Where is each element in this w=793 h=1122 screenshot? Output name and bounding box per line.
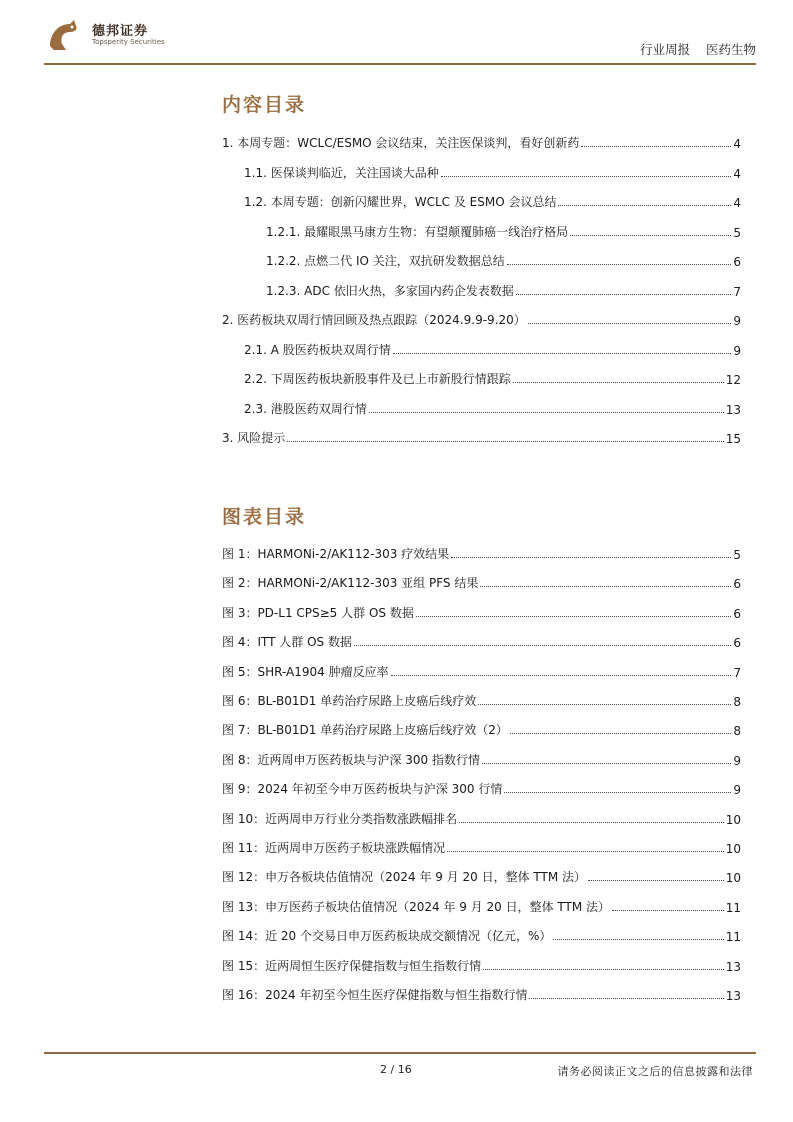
toc-entry-label: 1.2.1. 最耀眼黑马康方生物：有望颠覆肺癌一线治疗格局 <box>266 224 569 239</box>
figure-entry-page: 10 <box>725 871 741 886</box>
dot-leader <box>507 264 732 265</box>
figure-entry-page: 9 <box>733 753 741 768</box>
dot-leader <box>482 763 731 764</box>
figure-entry[interactable] <box>222 691 741 709</box>
toc-entry-page: 9 <box>733 314 741 328</box>
figure-entry-label: 图 3：PD-L1 CPS≥5 人群 OS 数据 <box>222 605 414 620</box>
figure-entry-page: 10 <box>725 842 741 856</box>
dot-leader <box>558 205 731 206</box>
toc-entry[interactable] <box>222 310 741 328</box>
logo-emblem-icon <box>44 16 82 54</box>
dot-leader <box>480 586 731 587</box>
figure-entry[interactable] <box>222 956 741 974</box>
toc-entry-label: 1.2.3. ADC 依旧火热，多家国内药企发表数据 <box>266 283 514 298</box>
figure-entry-label: 图 12：申万各板块估值情况（2024 年 9 月 20 日，整体 TTM 法） <box>222 870 587 885</box>
figure-entry[interactable] <box>222 809 741 827</box>
figure-entry-page: 5 <box>733 548 741 562</box>
logo-name-en: Topsperity Securities <box>92 38 165 46</box>
report-sector-label: 医药生物 <box>705 42 756 57</box>
figure-entry[interactable] <box>222 838 741 856</box>
dot-leader <box>451 557 731 558</box>
toc-entry-page: 15 <box>725 432 741 446</box>
dot-leader <box>478 704 731 705</box>
figure-entry-page: 13 <box>725 959 741 974</box>
figure-entry-label: 图 5：SHR-A1904 肿瘤反应率 <box>222 664 389 679</box>
toc-entry[interactable] <box>244 369 741 387</box>
figure-entry[interactable] <box>222 750 741 768</box>
dot-leader <box>612 910 724 911</box>
toc-entry-label: 1.2. 本周专题：创新闪耀世界，WCLC 及 ESMO 会议总结 <box>244 195 557 209</box>
figure-entry-label: 图 7：BL-B01D1 单药治疗尿路上皮癌后线疗效（2） <box>222 723 508 738</box>
figure-entry[interactable] <box>222 985 741 1003</box>
figure-entry-label: 图 14：近 20 个交易日申万医药板块成交额情况（亿元，%） <box>222 929 552 944</box>
toc-entry-page: 4 <box>733 166 741 181</box>
figure-entry-page: 8 <box>733 695 741 709</box>
figure-entry[interactable] <box>222 544 741 562</box>
figure-entry-label: 图 8：近两周申万医药板块与沪深 300 指数行情 <box>222 752 480 767</box>
dot-leader <box>528 323 732 324</box>
figure-entry-page: 11 <box>725 900 741 915</box>
figure-entry-page: 6 <box>733 577 741 592</box>
dot-leader <box>483 969 724 970</box>
company-logo <box>44 16 184 56</box>
figure-entry-page: 6 <box>733 636 741 651</box>
figure-entry-label: 图 9：2024 年初至今申万医药板块与沪深 300 行情 <box>222 782 503 797</box>
dot-leader <box>504 792 731 793</box>
dot-leader <box>529 998 723 999</box>
dot-leader <box>441 176 732 177</box>
figure-entry-page: 6 <box>733 606 741 621</box>
toc-entry-page: 5 <box>733 225 741 240</box>
toc-entry-label: 2.1. A 股医药板块双周行情 <box>244 342 391 357</box>
dot-leader <box>513 382 724 383</box>
figure-entry[interactable] <box>222 573 741 591</box>
header-divider <box>44 63 756 65</box>
figure-entry-label: 图 13：申万医药子板块估值情况（2024 年 9 月 20 日，整体 TTM 法） <box>222 899 611 914</box>
figure-entry-label: 图 6：BL-B01D1 单药治疗尿路上皮癌后线疗效 <box>222 694 477 708</box>
toc-entry-page: 13 <box>725 402 741 417</box>
figure-entry-page: 8 <box>733 724 741 739</box>
figure-entry-label: 图 10：近两周申万行业分类指数涨跌幅排名 <box>222 811 458 826</box>
toc-entry-page: 4 <box>733 196 741 210</box>
figure-entry-page: 10 <box>725 812 741 827</box>
toc-entry[interactable] <box>244 192 741 210</box>
toc-heading: 内容目录 <box>222 94 307 116</box>
figure-entry[interactable] <box>222 603 741 621</box>
figure-entry-label: 图 2：HARMONi-2/AK112-303 亚组 PFS 结果 <box>222 576 479 591</box>
toc-entry-label: 2. 医药板块双周行情回顾及热点跟踪（2024.9.9-9.20） <box>222 313 526 327</box>
toc-entry-label: 1.2.2. 点燃二代 IO 关注，双抗研发数据总结 <box>266 254 505 268</box>
dot-leader <box>581 146 731 147</box>
toc-entry-page: 6 <box>733 255 741 269</box>
figure-entry-page: 11 <box>725 930 741 945</box>
figure-entry[interactable] <box>222 662 741 680</box>
report-type-label: 行业周报 <box>639 42 690 57</box>
figure-entry[interactable] <box>222 632 741 650</box>
dot-leader <box>588 880 724 881</box>
logo-name-cn: 德邦证券 <box>92 24 149 39</box>
figure-entry-label: 图 4：ITT 人群 OS 数据 <box>222 635 352 650</box>
figure-entry-label: 图 1：HARMONi-2/AK112-303 疗效结果 <box>222 547 450 561</box>
toc-entry[interactable] <box>244 340 741 358</box>
toc-entry-label: 2.3. 港股医药双周行情 <box>244 401 367 416</box>
figure-entry-page: 7 <box>733 665 741 680</box>
toc-entry-page: 12 <box>725 373 741 387</box>
dot-leader <box>369 412 724 413</box>
figure-entry-label: 图 11：近两周申万医药子板块涨跌幅情况 <box>222 841 446 855</box>
toc-entry-page: 9 <box>733 343 741 358</box>
toc-entry-label: 1.1. 医保谈判临近，关注国谈大品种 <box>244 165 439 180</box>
toc-entry[interactable] <box>222 133 741 151</box>
dot-leader <box>570 235 731 236</box>
page-number: 2 / 16 <box>380 1063 412 1076</box>
report-category <box>640 40 756 58</box>
toc-entry[interactable] <box>244 399 741 417</box>
figure-entry-label: 图 15：近两周恒生医疗保健指数与恒生指数行情 <box>222 958 482 973</box>
dot-leader <box>416 616 732 617</box>
dot-leader <box>354 645 731 646</box>
toc-entry[interactable] <box>266 281 741 299</box>
toc-entry-label: 3. 风险提示 <box>222 431 286 445</box>
figure-entry[interactable] <box>222 720 741 738</box>
dot-leader <box>553 939 723 940</box>
figure-entry[interactable] <box>222 897 741 915</box>
figure-entry[interactable] <box>222 867 741 885</box>
figure-entry[interactable] <box>222 926 741 944</box>
dot-leader <box>459 822 724 823</box>
dot-leader <box>391 675 732 676</box>
toc-entry[interactable] <box>222 428 741 446</box>
dot-leader <box>516 294 732 295</box>
figure-entry-page: 9 <box>733 783 741 798</box>
toc-entry[interactable] <box>266 251 741 269</box>
page-header <box>44 12 756 64</box>
figure-list-heading: 图表目录 <box>222 506 307 528</box>
figure-entry-label: 图 16：2024 年初至今恒生医疗保健指数与恒生指数行情 <box>222 988 528 1002</box>
toc-entry[interactable] <box>244 163 741 181</box>
toc-entry-page: 4 <box>733 137 741 151</box>
toc-entry-page: 7 <box>733 284 741 299</box>
footer-divider <box>44 1052 756 1054</box>
dot-leader <box>447 851 724 852</box>
dot-leader <box>287 441 723 442</box>
figure-entry-page: 13 <box>725 989 741 1003</box>
dot-leader <box>510 733 731 734</box>
toc-entry[interactable] <box>266 222 741 240</box>
legal-disclaimer: 请务必阅读正文之后的信息披露和法律 <box>557 1065 753 1078</box>
toc-entry-label: 2.2. 下周医药板块新股事件及已上市新股行情跟踪 <box>244 372 511 386</box>
dot-leader <box>393 353 732 354</box>
toc-entry-label: 1. 本周专题：WCLC/ESMO 会议结束，关注医保谈判，看好创新药 <box>222 136 580 150</box>
figure-entry[interactable] <box>222 779 741 797</box>
